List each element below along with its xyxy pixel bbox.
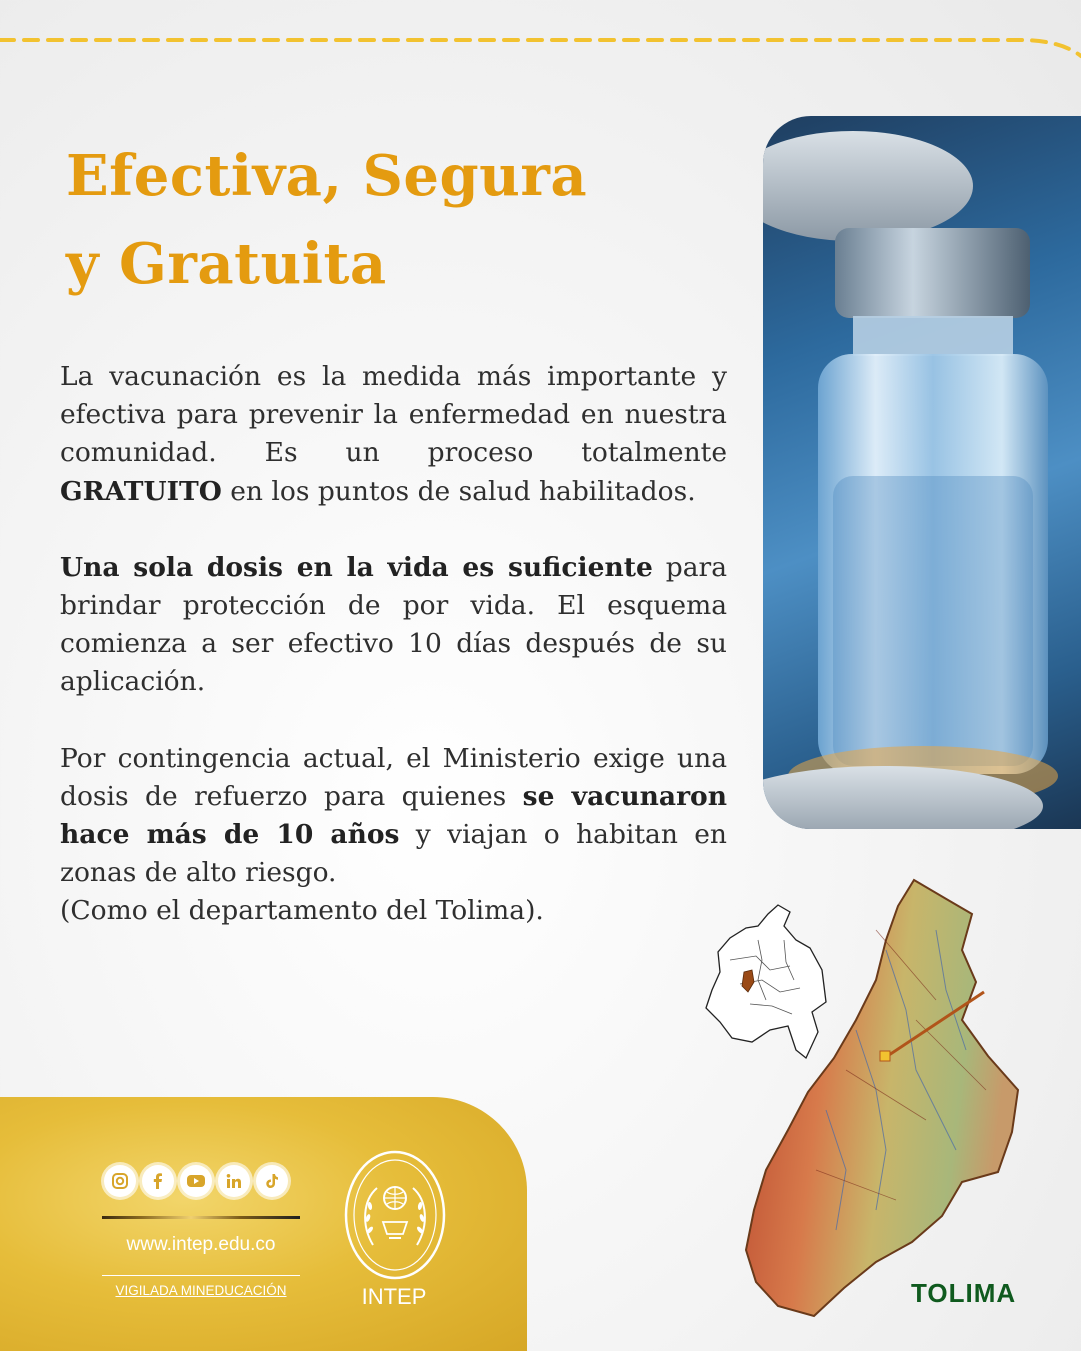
paragraph-3 bbox=[60, 740, 727, 931]
paragraph-1-text-end: en los puntos de salud habilitados. bbox=[221, 475, 696, 507]
tiktok-icon[interactable] bbox=[256, 1165, 288, 1197]
website-link[interactable]: www.intep.edu.co bbox=[126, 1234, 276, 1255]
footer-divider-line bbox=[102, 1275, 300, 1276]
paragraph-3-text-end: y viajan o habitan en zonas de alto riesgo. bbox=[60, 819, 727, 889]
paragraph-1-bold: GRATUITO bbox=[60, 475, 222, 507]
paragraph-3-last-line: (Como el departamento del Tolima). bbox=[60, 895, 544, 927]
paragraph-2 bbox=[60, 549, 727, 702]
paragraph-3-bold: se vacunaron hace más de 10 años bbox=[60, 780, 727, 851]
paragraph-1-text: La vacunación es la medida más importante y efectiva para prevenir la enfermedad en nuestra comunidad. Es un proceso totalmente bbox=[60, 361, 727, 469]
dashed-border-line bbox=[0, 0, 1081, 80]
paragraph-2-bold: Una sola dosis en la vida es suficiente bbox=[60, 551, 653, 583]
intep-label: INTEP bbox=[361, 1284, 427, 1309]
paragraph-2-text: para brindar protección de por vida. El esquema comienza a ser efectivo 10 días después de su aplicación. bbox=[60, 551, 728, 698]
page-title bbox=[66, 132, 706, 308]
tolima-relief-map bbox=[736, 870, 1026, 1330]
footer-divider-bar bbox=[102, 1216, 300, 1219]
footer-panel bbox=[0, 1097, 527, 1351]
paragraph-1 bbox=[60, 358, 727, 511]
youtube-icon[interactable] bbox=[180, 1165, 212, 1197]
title-line-1: Efectiva, Segura bbox=[66, 143, 588, 209]
title-line-2: y Gratuita bbox=[66, 231, 387, 297]
paragraph-3-text: Por contingencia actual, el Ministerio exige una dosis de refuerzo para quienes bbox=[60, 742, 727, 812]
instagram-icon[interactable] bbox=[104, 1165, 136, 1197]
social-icons bbox=[104, 1165, 288, 1197]
intep-seal-logo bbox=[343, 1150, 447, 1285]
vigilada-mineducacion-text: VIGILADA MINEDUCACIÓN bbox=[115, 1283, 287, 1298]
linkedin-icon[interactable] bbox=[218, 1165, 250, 1197]
tolima-map-label: TOLIMA bbox=[911, 1278, 1017, 1308]
vaccine-vial-image bbox=[763, 116, 1081, 829]
body-text bbox=[60, 358, 727, 969]
facebook-icon[interactable] bbox=[142, 1165, 174, 1197]
